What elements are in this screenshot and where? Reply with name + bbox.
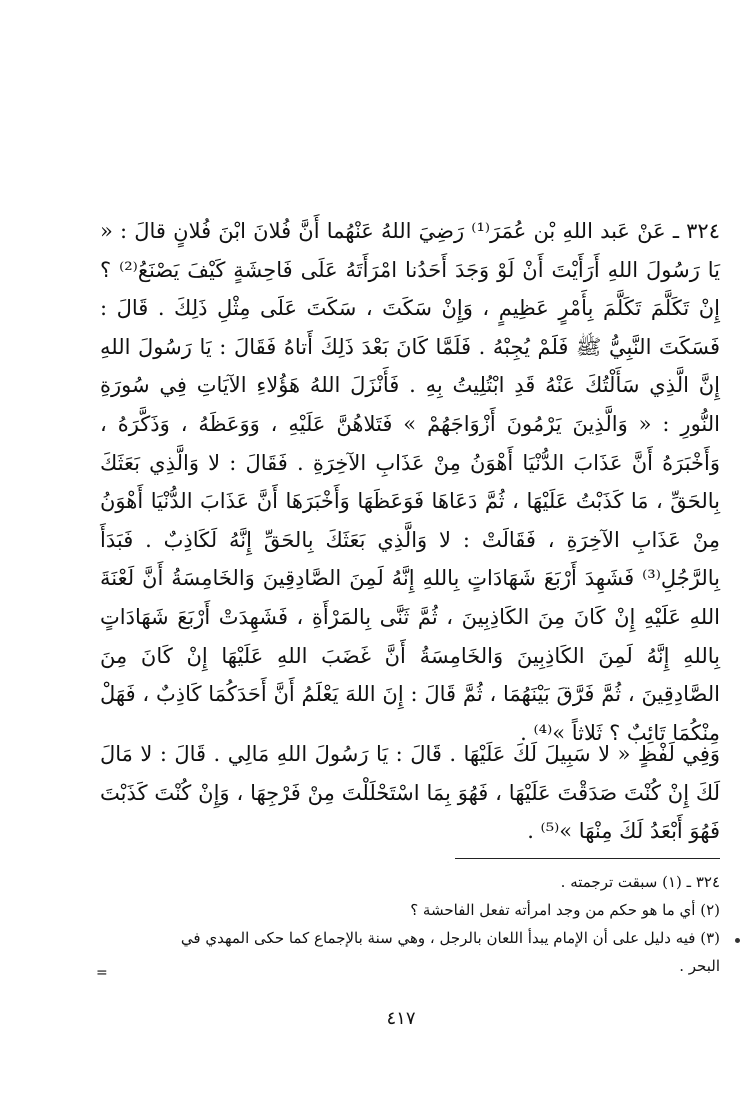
page-number: ٤١٧ xyxy=(386,1008,416,1029)
hadith-text: ٣٢٤ ـ عَنْ عَبد اللهِ بْن عُمَرَ⁽¹⁾ رَضِيَ اللهُ عَنْهُما أَنَّ فُلانَ ابْنَ فُلانٍ قالَ : « يَا رَسُولَ اللهِ أَرَأَيْتَ أَنْ لَوْ وَجَدَ أَحَدُنا امْرَأَتَهُ عَلَى فَاحِشَةٍ كَيْفَ يَصْنَعُ⁽²⁾ ؟ إِنْ تَكَلَّمَ تَكَلَّمَ بِأَمْرٍ عَظِيمٍ ، وَإِنْ سَكَتَ ، سَكَتَ عَلَى مِثْلِ ذَلِكَ . قَالَ : فَسَكَتَ النَّبِيُّ ﷺ فَلَمْ يُجِبْهُ . فَلَمَّا كَانَ بَعْدَ ذَلِكَ أَتاهُ فَقَالَ : يَا رَسُولَ اللهِ إِنَّ الَّذِي سَأَلْتُكَ عَنْهُ قَدِ ابْتُلِيتُ بِهِ . فَأَنْزَلَ اللهُ هَؤُلاءِ الآيَاتِ فِي سُورَةِ النُّورِ : « وَالَّذِينَ يَرْمُونَ أَزْوَاجَهُمْ » فَتَلاهُنَّ عَلَيْهِ ، وَوَعَظَهُ ، وَذَكَّرَهُ ، وَأَخْبَرَهُ أَنَّ عَذَابَ الدُّنْيَا أَهْوَنُ مِنْ عَذَابِ الآخِرَةِ . فَقَالَ : لا وَالَّذِي بَعَثَكَ بِالحَقِّ ، مَا كَذَبْتُ عَلَيْهَا ، ثُمَّ دَعَاهَا فَوَعَظَهَا وَأَخْبَرَهَا أَنَّ عَذَابَ الدُّنْيَا أَهْوَنُ مِنْ عَذَابِ الآخِرَةِ ، فَقَالَتْ : لا وَالَّذِي بَعَثَكَ بِالحَقِّ إِنَّهُ لَكَاذِبٌ . فَبَدَأَ بِالرَّجُلِ⁽³⁾ فَشَهِدَ أَرْبَعَ شَهَادَاتٍ بِاللهِ إِنَّهُ لَمِنَ الصَّادِقِينَ وَالخَامِسَةُ أَنَّ لَعْنَةَ اللهِ عَلَيْهِ إِنْ كَانَ مِنَ الكَاذِبِينَ ، ثُمَّ ثَنَّى بِالمَرْأَةِ ، فَشَهِدَتْ أَرْبَعَ شَهَادَاتٍ بِاللهِ إِنَّهُ لَمِنَ الكَاذِبِينَ وَالخَامِسَةُ أَنَّ غَضَبَ اللهِ عَلَيْهَا إِنْ كَانَ مِنَ الصَّادِقِينَ ، ثُمَّ فَرَّقَ بَيْنَهُمَا ، ثُمَّ قَالَ : إِنَ اللهَ يَعْلَمُ أَنَّ أَحَدَكُمَا كَاذِبٌ ، فَهَلْ مِنْكُمَا تَائِبٌ ؟ ثَلاثاً »⁽⁴⁾ . xyxy=(100,219,720,745)
footnotes xyxy=(170,868,720,980)
margin-equals-mark: = xyxy=(96,965,108,981)
footnote-2: (٢) أي ما هو حكم من وجد امرأته تفعل الفاحشة ؟ xyxy=(410,901,720,919)
footnote-1: ٣٢٤ ـ (١) سبقت ترجمته . xyxy=(560,873,720,891)
margin-dot-mark xyxy=(735,938,740,943)
hadith-main-paragraph xyxy=(100,212,720,752)
footnote-3: (٣) فيه دليل على أن الإمام يبدأ اللعان بالرجل ، وهي سنة بالإجماع كما حكى المهدي في البحر . xyxy=(180,929,720,975)
footnote-separator xyxy=(455,858,720,859)
hadith-variant-text: وَفِي لَفْظٍ « لا سَبِيلَ لَكَ عَلَيْهَا . قَالَ : يَا رَسُولَ اللهِ مَالِي . قَالَ : لا مَالَ لَكَ إِنْ كُنْتَ صَدَقْتَ عَلَيْهَا ، فَهُوَ بِمَا اسْتَحْلَلْتَ مِنْ فَرْجِهَا ، وَإِنْ كُنْتَ كَذَبْتَ فَهُوَ أَبْعَدُ لَكَ مِنْهَا »⁽⁵⁾ . xyxy=(100,742,720,844)
hadith-variant-paragraph xyxy=(100,735,720,851)
